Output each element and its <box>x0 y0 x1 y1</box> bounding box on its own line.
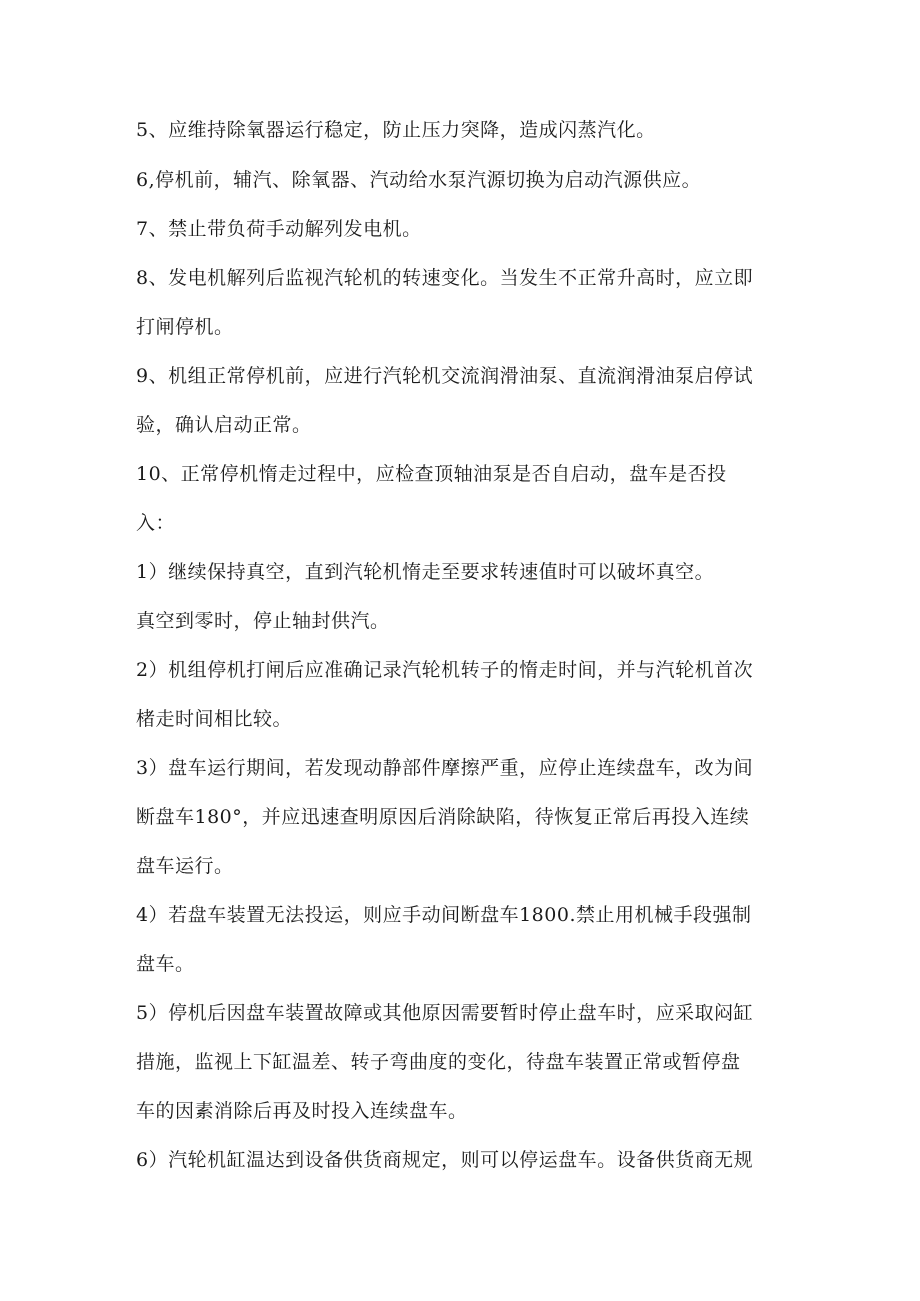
text-line: 3）盘车运行期间，若发现动静部件摩擦严重，应停止连续盘车，改为间 <box>136 757 754 779</box>
text-line: 5、应维持除氧器运行稳定，防止压力突降，造成闪蒸汽化。 <box>136 119 656 141</box>
text-line: 5）停机后因盘车装置故障或其他原因需要暂时停止盘车时，应采取闷缸 <box>136 1002 754 1024</box>
text-line: 4）若盘车装置无法投运，则应手动间断盘车1800.禁止用机械手段强制 <box>136 904 752 926</box>
text-line: 8、发电机解列后监视汽轮机的转速变化。当发生不正常升高时，应立即 <box>136 267 754 289</box>
text-line: 6,停机前，辅汽、除氧器、汽动给水泵汽源切换为启动汽源供应。 <box>136 169 702 191</box>
text-line: 打闸停机。 <box>136 316 234 338</box>
text-line: 真空到零时，停止轴封供汽。 <box>136 610 390 632</box>
text-line: 盘车运行。 <box>136 855 234 877</box>
text-line: 验，确认启动正常。 <box>136 414 312 436</box>
text-line: 10、正常停机惰走过程中，应检查顶轴油泵是否自启动，盘车是否投 <box>136 463 727 485</box>
text-line: 1）继续保持真空，直到汽轮机惰走至要求转速值时可以破坏真空。 <box>136 561 715 583</box>
text-line: 9、机组正常停机前，应进行汽轮机交流润滑油泵、直流润滑油泵启停试 <box>136 365 754 387</box>
text-line: 楮走时间相比较。 <box>136 708 293 730</box>
text-line: 措施，监视上下缸温差、转子弯曲度的变化，待盘车装置正常或暂停盘 <box>136 1051 741 1073</box>
text-line: 车的因素消除后再及时投入连续盘车。 <box>136 1100 468 1122</box>
text-line: 盘车。 <box>136 953 195 975</box>
text-line: 2）机组停机打闸后应准确记录汽轮机转子的惰走时间，并与汽轮机首次 <box>136 659 754 681</box>
text-line: 断盘车180°，并应迅速查明原因后消除缺陷，待恢复正常后再投入连续 <box>136 806 750 828</box>
text-line: 7、禁止带负荷手动解列发电机。 <box>136 218 422 240</box>
text-line: 6）汽轮机缸温达到设备供货商规定，则可以停运盘车。设备供货商无规 <box>136 1149 754 1171</box>
text-line: 入： <box>136 512 176 534</box>
